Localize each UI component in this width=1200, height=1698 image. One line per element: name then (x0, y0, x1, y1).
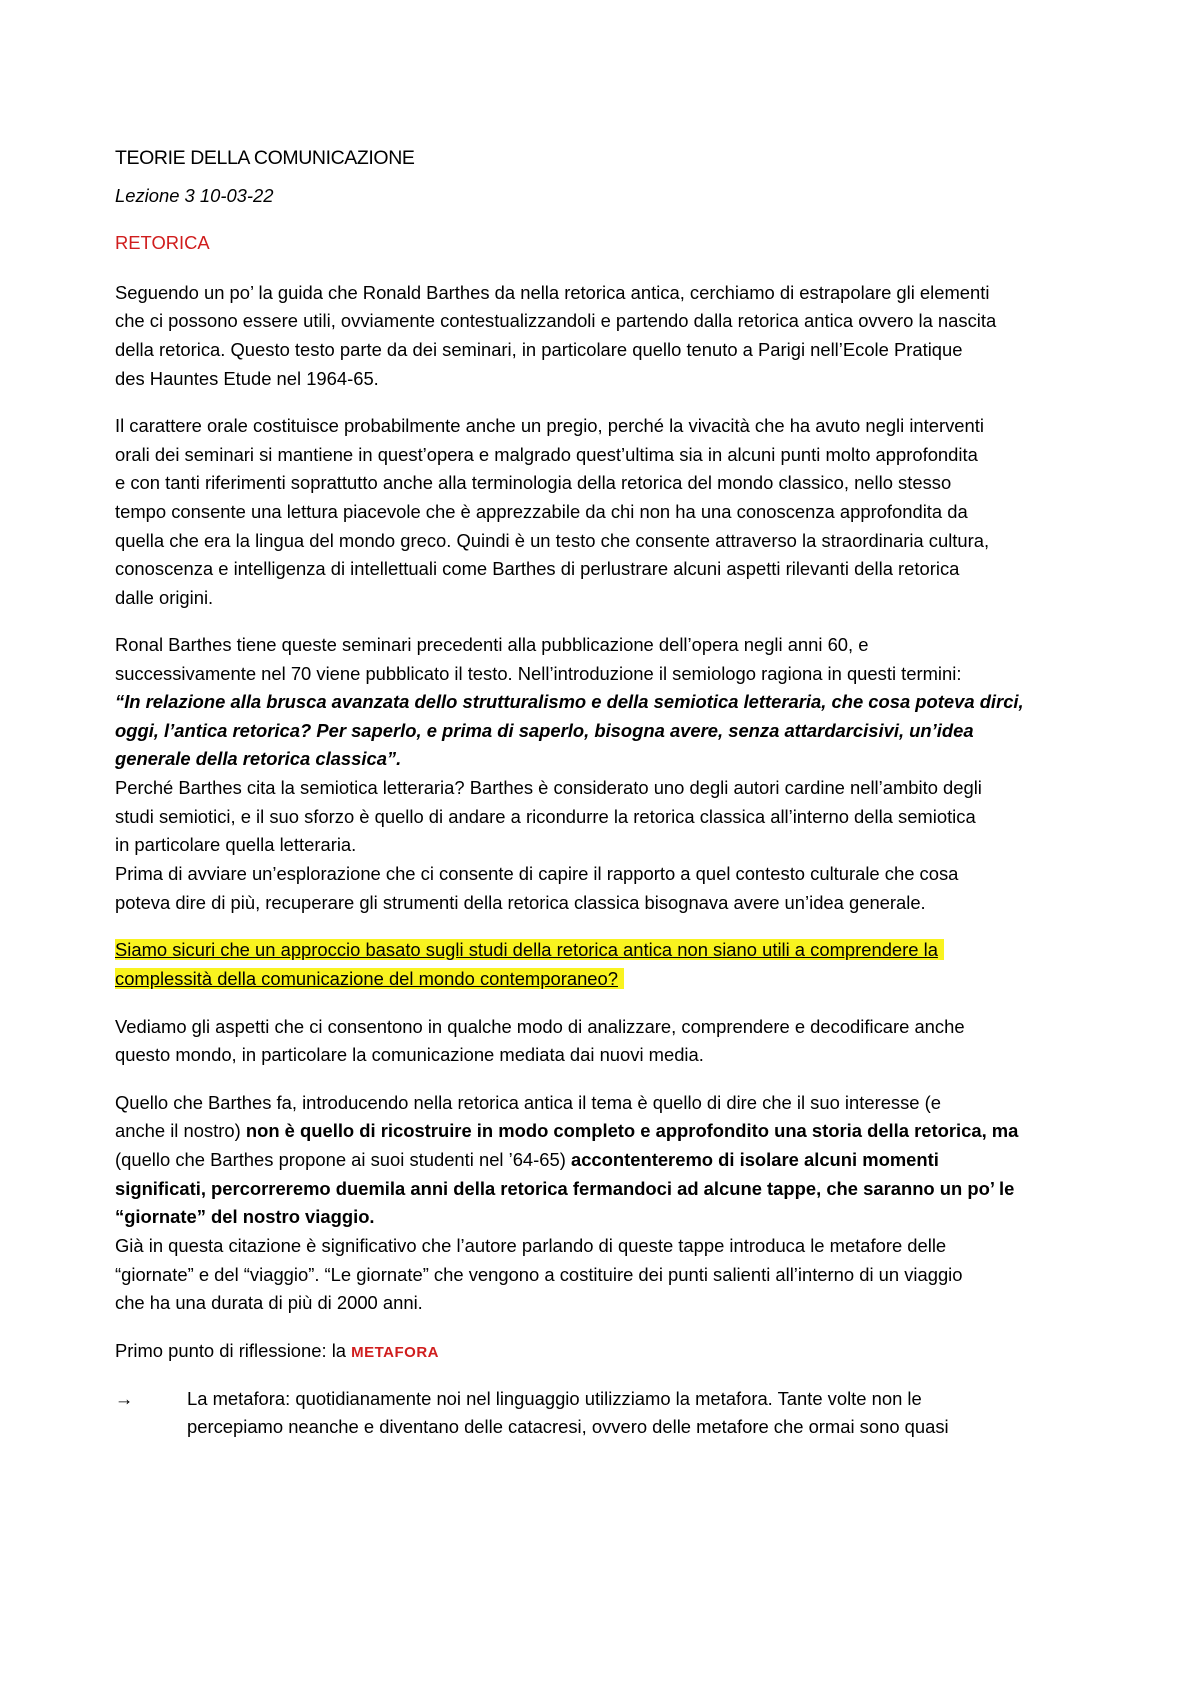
lesson-date: Lezione 3 10-03-22 (115, 185, 274, 206)
paragraph-line: Perché Barthes cita la semiotica letteraria? Barthes è considerato uno degli autori cardine nell’ambito degli (115, 777, 982, 798)
paragraph-line: Quello che Barthes fa, introducendo nella retorica antica il tema è quello di dire che il suo interesse (e (115, 1092, 941, 1113)
paragraph-line (115, 1336, 439, 1368)
highlighted-question (115, 964, 624, 994)
paragraph-line: conoscenza e intelligenza di intellettuali come Barthes di perlustrare alcuni aspetti rilevanti della retorica (115, 558, 960, 579)
paragraph-line: tempo consente una lettura piacevole che è apprezzabile da chi non ha una conoscenza approfondita da (115, 501, 968, 522)
highlighted-text: complessità della comunicazione del mondo contemporaneo? (115, 968, 624, 989)
keyword-metafora: METAFORA (351, 1344, 440, 1361)
bullet-line: La metafora: quotidianamente noi nel linguaggio utilizziamo la metafora. Tante volte non le (187, 1388, 922, 1409)
paragraph-line: della retorica. Questo testo parte da dei seminari, in particolare quello tenuto a Parigi nell’Ecole Pratique (115, 339, 963, 360)
paragraph-line: questo mondo, in particolare la comunicazione mediata dai nuovi media. (115, 1044, 704, 1065)
bold-text: accontenteremo di isolare alcuni momenti (570, 1149, 939, 1170)
bullet-line: percepiamo neanche e diventano delle catacresi, ovvero delle metafore che ormai sono quasi (187, 1416, 949, 1437)
paragraph-line: successivamente nel 70 viene pubblicato il testo. Nell’introduzione il semiologo ragiona in questi termini: (115, 663, 962, 684)
paragraph-line: Il carattere orale costituisce probabilmente anche un pregio, perché la vivacità che ha avuto negli interventi (115, 415, 984, 436)
highlighted-text: Siamo sicuri che un approccio basato sugli studi della retorica antica non siano utili a comprendere la (115, 939, 944, 960)
paragraph-line: e con tanti riferimenti soprattutto anche alla terminologia della retorica del mondo classico, nello stesso (115, 472, 952, 493)
arrow-bullet-icon: → (115, 1388, 134, 1409)
text-span: Primo punto di riflessione: la (115, 1340, 352, 1361)
paragraph-line: orali dei seminari si mantiene in quest’opera e malgrado quest’ultima sia in alcuni punti molto approfondita (115, 444, 978, 465)
paragraph-line: des Hauntes Etude nel 1964-65. (115, 368, 379, 389)
paragraph-line (115, 1116, 1018, 1146)
quote-line: “In relazione alla brusca avanzata dello strutturalismo e della semiotica letteraria, che cosa poteva dirci, (115, 691, 1024, 712)
text-span: anche il nostro) (115, 1120, 246, 1141)
section-heading: RETORICA (115, 232, 210, 253)
paragraph-line: “giornate” del nostro viaggio. (115, 1206, 375, 1227)
document-title: TEORIE DELLA COMUNICAZIONE (115, 147, 415, 169)
paragraph-line: Prima di avviare un’esplorazione che ci consente di capire il rapporto a quel contesto culturale che cosa (115, 863, 959, 884)
paragraph-line: che ci possono essere utili, ovviamente contestualizzandoli e partendo dalla retorica antica ovvero la nascita (115, 310, 997, 331)
paragraph-line (115, 1145, 939, 1175)
paragraph-line: in particolare quella letteraria. (115, 834, 357, 855)
highlighted-question (115, 935, 944, 965)
paragraph-line: Già in questa citazione è significativo che l’autore parlando di queste tappe introduca le metafore delle (115, 1235, 947, 1256)
paragraph-line: Seguendo un po’ la guida che Ronald Barthes da nella retorica antica, cerchiamo di estrapolare gli elementi (115, 282, 990, 303)
paragraph-line: dalle origini. (115, 587, 214, 608)
quote-line: oggi, l’antica retorica? Per saperlo, e prima di saperlo, bisogna avere, senza attardarcisivi, un’idea (115, 720, 974, 741)
paragraph-line: quella che era la lingua del mondo greco. Quindi è un testo che consente attraverso la straordinaria cultura, (115, 530, 990, 551)
paragraph-line: Vediamo gli aspetti che ci consentono in qualche modo di analizzare, comprendere e decodificare anche (115, 1016, 965, 1037)
bold-text: non è quello di ricostruire in modo completo e approfondito una storia della retorica, ma (245, 1120, 1019, 1141)
paragraph-line: significati, percorreremo duemila anni della retorica fermandoci ad alcune tappe, che saranno un po’ le (115, 1178, 1015, 1199)
paragraph-line: Ronal Barthes tiene queste seminari precedenti alla pubblicazione dell’opera negli anni 60, e (115, 634, 869, 655)
quote-line: generale della retorica classica”. (115, 748, 402, 769)
paragraph-line: “giornate” e del “viaggio”. “Le giornate” che vengono a costituire dei punti salienti all’interno di un viaggio (115, 1264, 963, 1285)
paragraph-line: che ha una durata di più di 2000 anni. (115, 1292, 423, 1313)
text-span: (quello che Barthes propone ai suoi studenti nel ’64-65) (115, 1149, 571, 1170)
paragraph-line: studi semiotici, e il suo sforzo è quello di andare a ricondurre la retorica classica all’interno della semiotica (115, 806, 976, 827)
paragraph-line: poteva dire di più, recuperare gli strumenti della retorica classica bisognava avere un’idea generale. (115, 892, 926, 913)
